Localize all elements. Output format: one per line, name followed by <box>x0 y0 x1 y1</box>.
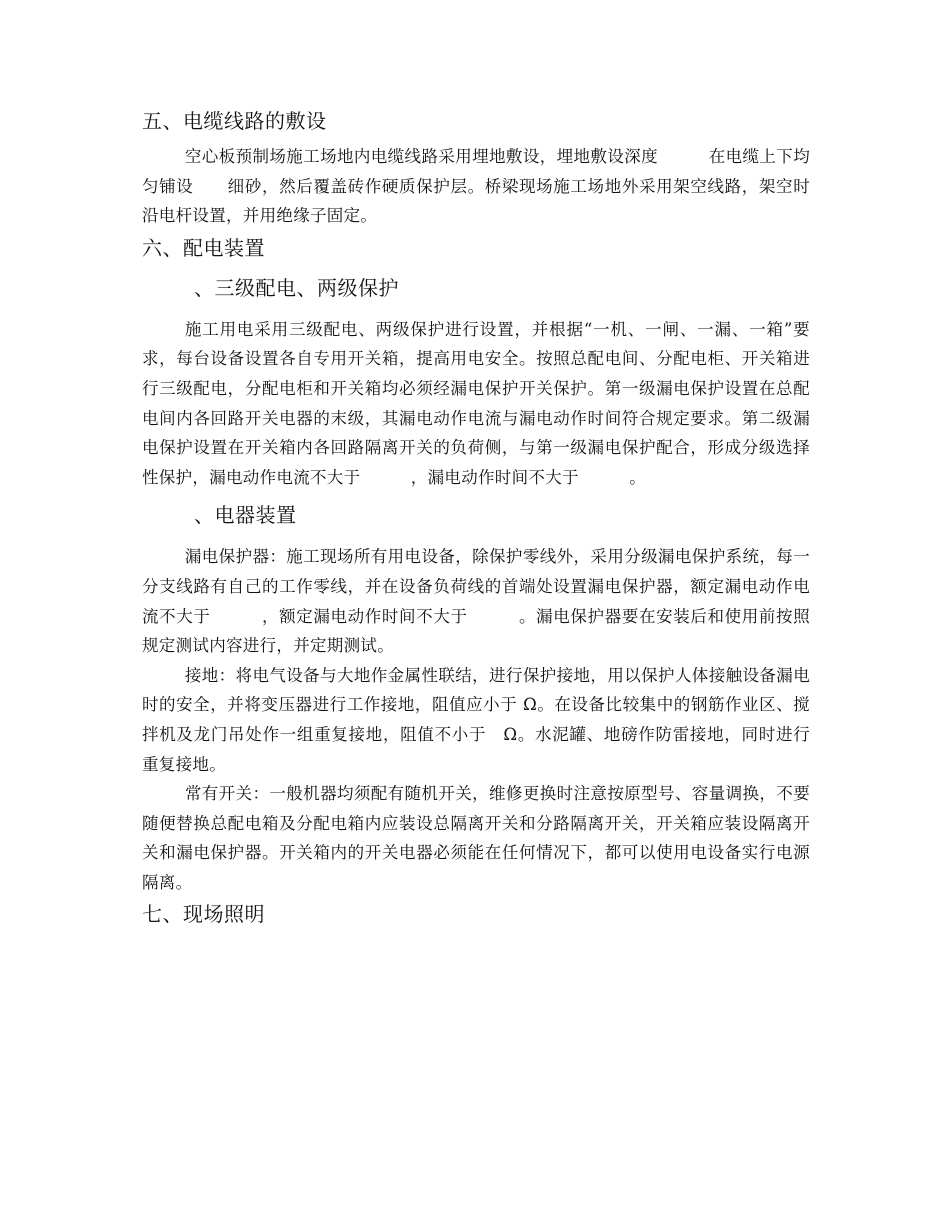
document-body <box>142 104 810 931</box>
subsection-title-electrical-devices: 、电器装置 <box>194 503 297 528</box>
paragraph-leakage-protector: 漏电保护器：施工现场所有用电设备，除保护零线外，采用分级漏电保护系统，每一分支线路有自己的工作零线，并在设备负荷线的首端处设置漏电保护器，额定漏电动作电流不大于 ，额定漏电动作时间不大于 。漏电保护器要在安装后和使用前按照规定测试内容进行，并定期测试。 <box>142 547 810 656</box>
paragraph-cable-laying: 空心板预制场施工场地内电缆线路采用埋地敷设，埋地敷设深度 在电缆上下均匀铺设 细砂，然后覆盖砖作硬质保护层。桥梁现场施工场地外采用架空线路，架空时沿电杆设置，并用绝缘子固定。 <box>142 147 810 226</box>
section-title-cable-laying: 五、电缆线路的敷设 <box>142 109 327 133</box>
section-title-site-lighting: 七、现场照明 <box>142 902 265 927</box>
paragraph-switches: 常有开关：一般机器均须配有随机开关，维修更换时注意按原型号、容量调换，不要随便替换总配电箱及分配电箱内应装设总隔离开关和分路隔离开关，开关箱应装设隔离开关和漏电保护器。开关箱内的开关电器必须能在任何情况下，都可以使用电设备实行电源隔离。 <box>142 784 810 892</box>
subsection-title-three-level-distribution: 、三级配电、两级保护 <box>194 275 399 300</box>
section-title-distribution-devices: 六、配电装置 <box>142 235 265 260</box>
paragraph-grounding: 接地：将电气设备与大地作金属性联结，进行保护接地，用以保护人体接触设备漏电时的安全，并将变压器进行工作接地，阻值应小于 Ω。在设备比较集中的钢筋作业区、搅拌机及龙门吊处作一组重复接地，阻值不小于 Ω。水泥罐、地磅作防雷接地，同时进行重复接地。 <box>142 665 810 774</box>
paragraph-three-level-distribution: 施工用电采用三级配电、两级保护进行设置，并根据“一机、一闸、一漏、一箱”要求，每台设备设置各自专用开关箱，提高用电安全。按照总配电间、分配电柜、开关箱进行三级配电，分配电柜和开关箱均必须经漏电保护开关保护。第一级漏电保护设置在总配电间内各回路开关电器的末级，其漏电动作电流与漏电动作时间符合规定要求。第二级漏电保护设置在开关箱内各回路隔离开关的负荷侧，与第一级漏电保护配合，形成分级选择性保护，漏电动作电流不大于 ，漏电动作时间不大于 。 <box>142 319 810 487</box>
